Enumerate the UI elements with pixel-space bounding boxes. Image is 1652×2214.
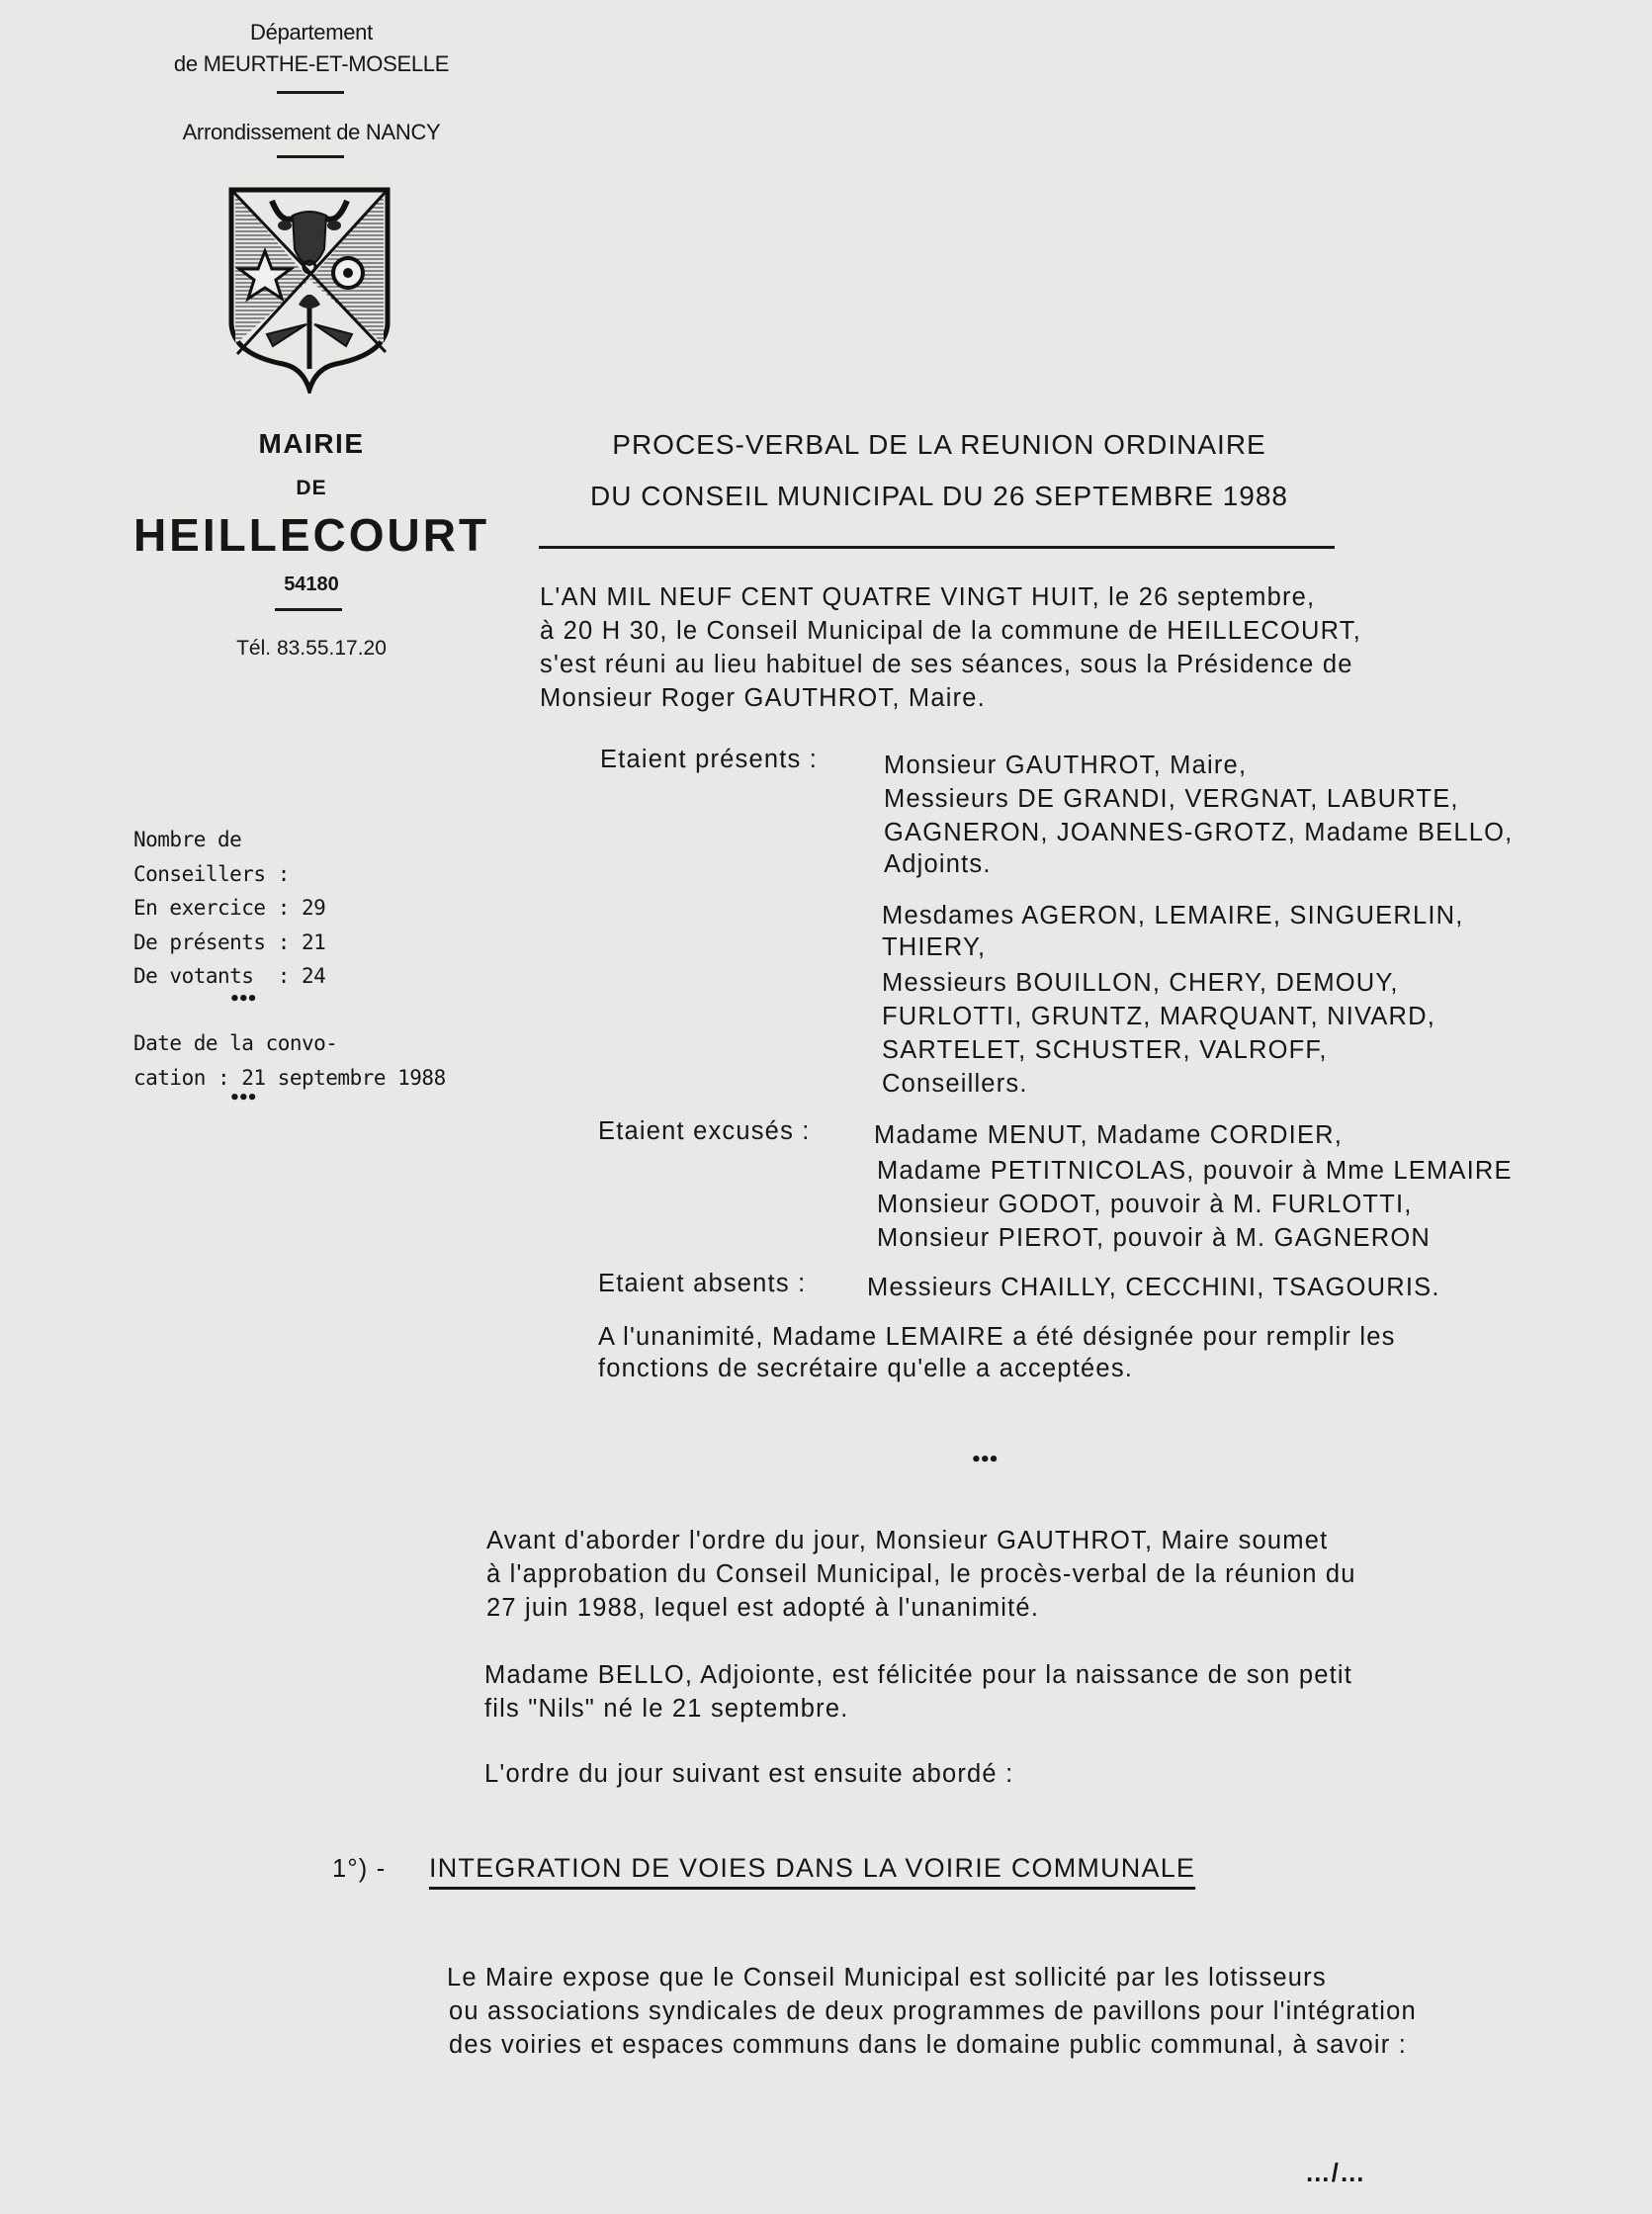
approval-line: à l'approbation du Conseil Municipal, le procès-verbal de la réunion du — [486, 1560, 1356, 1588]
agenda-intro: L'ordre du jour suivant est ensuite abordé : — [484, 1760, 1014, 1788]
secretary-line: A l'unanimité, Madame LEMAIRE a été désignée pour remplir les — [598, 1323, 1396, 1351]
item-text-line: des voiries et espaces communs dans le domaine public communal, à savoir : — [449, 2031, 1407, 2059]
congrats-line: Madame BELLO, Adjoionte, est félicitée pour la naissance de son petit — [484, 1661, 1353, 1689]
item-number: 1°) - — [332, 1855, 387, 1883]
separator-dots: ••• — [971, 1450, 998, 1470]
postal-code: 54180 — [284, 574, 339, 595]
separator-dots: ••• — [229, 1088, 256, 1108]
council-counts — [133, 823, 325, 994]
document-title-line2: DU CONSEIL MUNICIPAL DU 26 SEPTEMBRE 1988 — [590, 481, 1288, 511]
intro-line: à 20 H 30, le Conseil Municipal de la commune de HEILLECOURT, — [540, 617, 1362, 645]
secretary-line: fonctions de secrétaire qu'elle a acceptées. — [598, 1355, 1134, 1382]
count-line-presents: De présents : 21 — [133, 930, 326, 954]
continuation-mark: …/… — [1305, 2160, 1366, 2187]
arrondissement: Arrondissement de NANCY — [182, 120, 441, 144]
excuses-line: Monsieur GODOT, pouvoir à M. FURLOTTI, — [877, 1191, 1413, 1218]
department-line2: de MEURTHE-ET-MOSELLE — [173, 51, 450, 76]
count-line-exercice: En exercice : 29 — [133, 896, 326, 920]
title-underline — [539, 546, 1335, 549]
absents-label: Etaient absents : — [598, 1270, 807, 1297]
document-title-line1: PROCES-VERBAL DE LA REUNION ORDINAIRE — [612, 429, 1266, 460]
item-heading: INTEGRATION DE VOIES DANS LA VOIRIE COMMUNALE — [429, 1853, 1196, 1883]
presents-line: Messieurs DE GRANDI, VERGNAT, LABURTE, — [884, 785, 1459, 813]
absents-names: Messieurs CHAILLY, CECCHINI, TSAGOURIS. — [867, 1274, 1440, 1301]
presents-label: Etaient présents : — [600, 746, 819, 773]
excuses-line: Monsieur PIEROT, pouvoir à M. GAGNERON — [877, 1224, 1431, 1252]
excuses-line: Madame PETITNICOLAS, pouvoir à Mme LEMAIRE — [877, 1157, 1513, 1185]
divider — [277, 155, 344, 158]
phone-number: Tél. 83.55.17.20 — [236, 637, 387, 660]
count-line: Conseillers : — [133, 861, 290, 886]
presents-line: Adjoints. — [884, 850, 992, 878]
presents-line: THIERY, — [882, 933, 987, 961]
item-text-line: ou associations syndicales de deux programmes de pavillons pour l'intégration — [449, 1997, 1417, 2025]
approval-line: Avant d'aborder l'ordre du jour, Monsieur GAUTHROT, Maire soumet — [486, 1527, 1329, 1554]
count-line-votants: De votants : 24 — [133, 964, 326, 988]
coat-of-arms-icon — [227, 186, 391, 394]
congrats-line: fils "Nils" né le 21 septembre. — [484, 1695, 849, 1723]
presents-line: Monsieur GAUTHROT, Maire, — [884, 752, 1248, 779]
department-line1: Département — [250, 20, 373, 44]
de-label: DE — [296, 477, 327, 499]
divider — [277, 91, 344, 94]
presents-line: Messieurs BOUILLON, CHERY, DEMOUY, — [882, 969, 1399, 997]
intro-line: s'est réuni au lieu habituel de ses séances, sous la Présidence de — [540, 651, 1353, 678]
presents-line: Conseillers. — [882, 1070, 1028, 1098]
divider — [275, 608, 342, 611]
presents-line: Mesdames AGERON, LEMAIRE, SINGUERLIN, — [882, 902, 1464, 930]
intro-line: Monsieur Roger GAUTHROT, Maire. — [540, 684, 986, 712]
town-name: HEILLECOURT — [132, 509, 490, 561]
presents-line: SARTELET, SCHUSTER, VALROFF, — [882, 1036, 1328, 1064]
presents-line: GAGNERON, JOANNES-GROTZ, Madame BELLO, — [884, 819, 1514, 846]
presents-line: FURLOTTI, GRUNTZ, MARQUANT, NIVARD, — [882, 1003, 1436, 1030]
convocation-line: cation : 21 septembre 1988 — [133, 1065, 446, 1090]
approval-line: 27 juin 1988, lequel est adopté à l'unanimité. — [486, 1594, 1040, 1622]
mairie-label: MAIRIE — [258, 428, 365, 459]
count-line: Nombre de — [133, 828, 242, 851]
convocation-line: Date de la convo- — [133, 1031, 338, 1055]
item-text-line: Le Maire expose que le Conseil Municipal est sollicité par les lotisseurs — [447, 1964, 1327, 1992]
intro-line: L'AN MIL NEUF CENT QUATRE VINGT HUIT, le 26 septembre, — [540, 583, 1316, 611]
separator-dots: ••• — [229, 989, 256, 1010]
excuses-label: Etaient excusés : — [598, 1117, 811, 1145]
convocation-date — [133, 1026, 446, 1095]
excuses-line: Madame MENUT, Madame CORDIER, — [874, 1121, 1344, 1149]
